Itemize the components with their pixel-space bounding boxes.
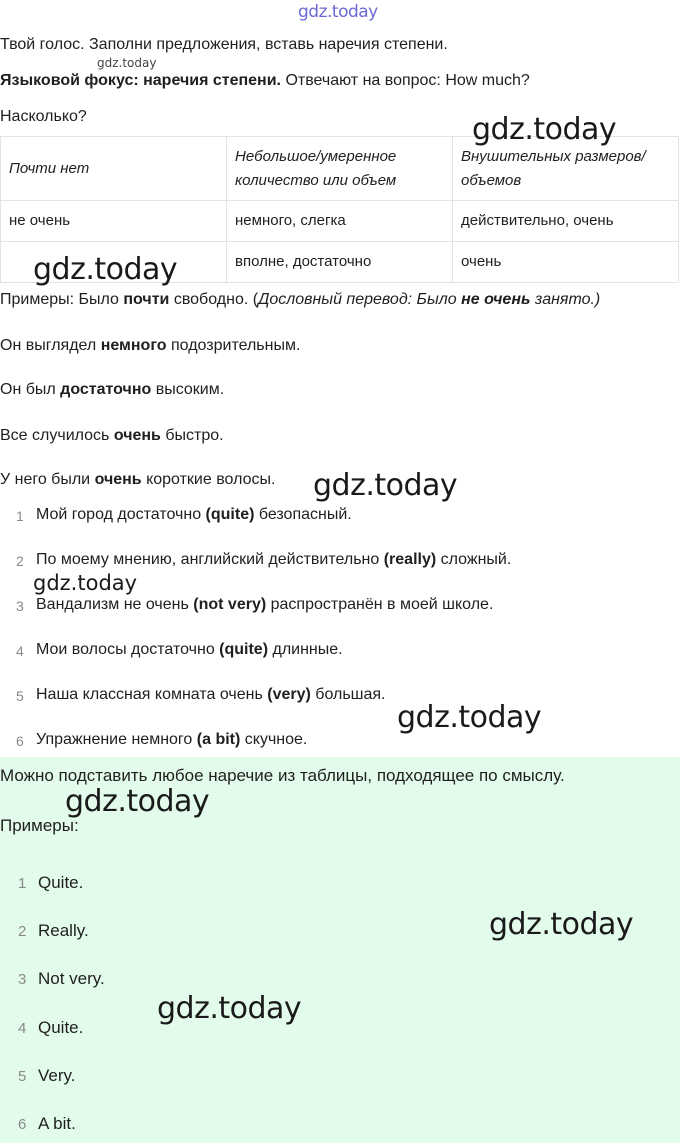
answer-number: 5 — [18, 1068, 27, 1085]
answer-item: Very. — [38, 1066, 76, 1085]
answer-number: 2 — [18, 923, 27, 940]
answer-item: Not very. — [38, 969, 105, 988]
list-number: 5 — [16, 688, 24, 704]
list-number: 2 — [16, 553, 24, 569]
table-cell: вполне, достаточно — [227, 242, 453, 283]
language-focus-text: Отвечают на вопрос: How much? — [281, 72, 530, 89]
answer-examples-label: Примеры: — [0, 816, 79, 835]
language-focus-title: Языковой фокус: наречия степени. — [0, 72, 281, 89]
list-text: Вандализм не очень (not very) распространён в моей школе. — [36, 596, 494, 613]
example-2: Он выглядел немного подозрительным. — [0, 337, 301, 354]
answer-item: Quite. — [38, 1018, 84, 1037]
example-1: Примеры: Было почти свободно. (Дословный перевод: Было не очень занято.) — [0, 291, 601, 308]
table-row — [1, 201, 679, 242]
watermark: gdz.today — [65, 784, 210, 819]
table-cell: очень — [453, 242, 679, 283]
table-cell: не очень — [1, 201, 227, 242]
table-header-cell: Небольшое/умеренное количество или объем — [227, 137, 453, 201]
list-text: Мой город достаточно (quite) безопасный. — [36, 506, 352, 523]
answer-number: 4 — [18, 1020, 27, 1037]
list-text: По моему мнению, английский действительно (really) сложный. — [36, 551, 512, 568]
watermark: gdz.today — [397, 700, 542, 735]
watermark: gdz.today — [489, 907, 634, 942]
site-logo[interactable]: gdz.today — [298, 2, 378, 22]
example-5: У него были очень короткие волосы. — [0, 471, 276, 488]
list-number: 1 — [16, 508, 24, 524]
task-instruction: Твой голос. Заполни предложения, вставь наречия степени. — [0, 36, 448, 53]
table-header-cell: Почти нет — [1, 137, 227, 201]
answer-item: Quite. — [38, 873, 84, 892]
answer-intro: Можно подставить любое наречие из таблицы, подходящее по смыслу. — [0, 766, 565, 785]
watermark: gdz.today — [472, 112, 617, 147]
example-4: Все случилось очень быстро. — [0, 427, 224, 444]
list-text: Мои волосы достаточно (quite) длинные. — [36, 641, 343, 658]
list-number: 3 — [16, 598, 24, 614]
list-text: Наша классная комната очень (very) большая. — [36, 686, 386, 703]
answer-item: Really. — [38, 921, 89, 940]
language-focus — [0, 71, 530, 91]
list-number: 4 — [16, 643, 24, 659]
watermark: gdz.today — [313, 468, 458, 503]
list-text: Упражнение немного (a bit) скучное. — [36, 731, 308, 748]
watermark: gdz.today — [33, 252, 178, 287]
answer-item: A bit. — [38, 1114, 76, 1133]
example-3: Он был достаточно высоким. — [0, 381, 225, 398]
table-cell: немного, слегка — [227, 201, 453, 242]
list-number: 6 — [16, 733, 24, 749]
table-cell: действительно, очень — [453, 201, 679, 242]
answer-number: 6 — [18, 1116, 27, 1133]
watermark: gdz.today — [33, 571, 138, 595]
watermark: gdz.today — [97, 56, 157, 70]
answer-number: 3 — [18, 971, 27, 988]
table-header-cell: Внушительных размеров/ объемов — [453, 137, 679, 201]
question-label: Насколько? — [0, 108, 87, 125]
answer-number: 1 — [18, 875, 27, 892]
watermark: gdz.today — [157, 991, 302, 1026]
